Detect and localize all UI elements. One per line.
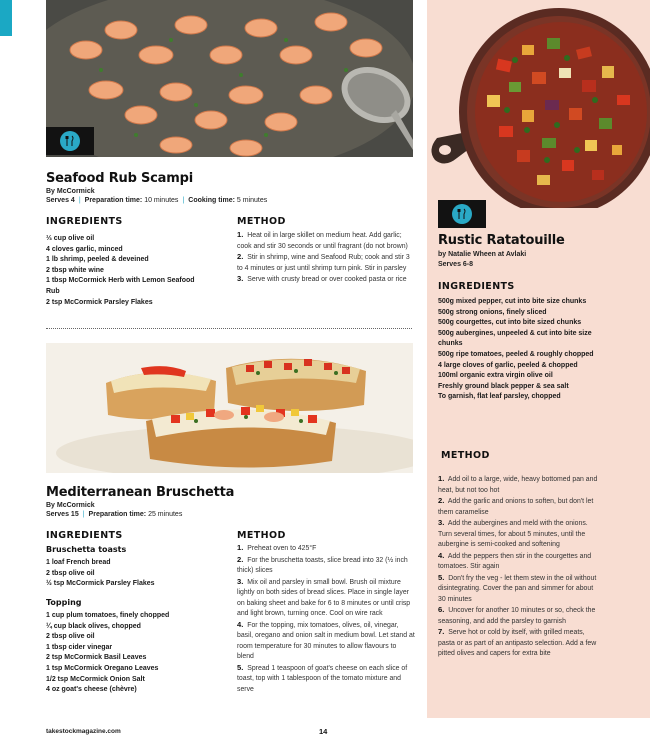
method-step <box>237 555 415 577</box>
step-number: 2. <box>237 252 244 261</box>
ingredient-item: 2 tsp McCormick Basil Leaves <box>46 654 147 662</box>
bruschetta-ingredients-heading: INGREDIENTS <box>46 530 123 541</box>
bruschetta-method-list <box>237 543 415 695</box>
bruschetta-byline: By McCormick <box>46 502 95 509</box>
step-number: 7. <box>438 627 445 636</box>
scampi-method-list <box>237 230 413 286</box>
method-step <box>438 551 602 573</box>
ingredient-item: 100ml organic extra virgin olive oil <box>438 372 553 380</box>
ingredient-item: 500g courgettes, cut into bite sized chunks <box>438 319 582 327</box>
ratatouille-byline: by Natalie Wheen at Avlaki <box>438 251 527 258</box>
step-text: Preheat oven to 425°F <box>245 545 317 552</box>
method-step <box>438 605 602 627</box>
step-number: 3. <box>237 274 244 283</box>
scampi-photo <box>46 0 413 157</box>
ratatouille-ingredients-heading: INGREDIENTS <box>438 281 515 292</box>
step-text: For the bruschetta toasts, slice bread into 32 (½ inch thick) slices <box>237 556 408 574</box>
ingredient-item: 1 cup plum tomatoes, finely chopped <box>46 612 170 619</box>
step-number: 2. <box>237 554 244 564</box>
step-text: Add oil to a large, wide, heavy bottomed pan and heat, but not too hot <box>438 476 598 494</box>
step-text: Don't fry the veg - let them stew in the oil without disintegrating. Cover the pan and simmer for about 30 minutes <box>438 574 597 603</box>
step-text: Add the garlic and onions to soften, but don't let them caramelise <box>438 498 594 516</box>
step-number: 1. <box>237 543 244 552</box>
method-step <box>438 474 602 496</box>
step-text: Heat oil in large skillet on medium heat. Add garlic; cook and stir 30 seconds or until fragrant (do not brown) <box>237 232 408 250</box>
ingredient-item: ⅓ cup olive oil <box>46 235 95 242</box>
ratatouille-method-heading: METHOD <box>441 450 490 461</box>
ratatouille-title: Rustic Ratatouille <box>438 233 565 248</box>
ingredient-item: 2 tbsp white wine <box>46 266 104 274</box>
ingredient-item: ½ tsp McCormick Parsley Flakes <box>46 580 155 588</box>
ingredient-item: 500g mixed pepper, cut into bite size chunks <box>438 298 587 305</box>
scampi-method-heading: METHOD <box>237 216 286 227</box>
ingredient-item: 4 cloves garlic, minced <box>46 245 123 253</box>
ingredient-item: 500g ripe tomatoes, peeled & roughly chopped <box>438 350 594 358</box>
method-step <box>438 573 602 606</box>
method-step <box>237 230 413 252</box>
method-step <box>237 252 413 274</box>
toasts-ingredients-list <box>46 558 216 590</box>
toasts-heading: Bruschetta toasts <box>46 545 127 554</box>
method-step <box>237 577 415 620</box>
scampi-ingredients-list <box>46 234 206 308</box>
footer-url[interactable]: takestockmagazine.com <box>46 728 121 735</box>
step-text: Spread 1 teaspoon of goat's cheese on each slice of toast, top with 1 tablespoon of the tomato mixture and serve <box>237 664 408 693</box>
ratatouille-photo <box>427 0 650 208</box>
ingredient-item: 4 large cloves of garlic, peeled & chopped <box>438 361 578 369</box>
ingredient-item: 1 tbsp McCormick Herb with Lemon Seafood Rub <box>46 277 195 295</box>
step-text: Add the peppers then stir in the courgettes and tomatoes. Stir again <box>438 552 592 570</box>
step-number: 1. <box>237 230 244 239</box>
step-number: 2. <box>438 496 445 505</box>
step-number: 5. <box>237 662 244 672</box>
section-divider <box>46 328 412 329</box>
corner-tab <box>0 0 12 36</box>
method-step <box>237 620 415 663</box>
ratatouille-ingredients-list <box>438 297 600 403</box>
step-text: Serve hot or cold by itself, with grilled meats, pasta or as part of an antipasto selection. Add a few pitted olives and capers for extra bite <box>438 629 597 657</box>
method-step <box>438 627 602 660</box>
ingredient-item: 2 tbsp olive oil <box>46 633 95 641</box>
step-text: Serve with crusty bread or over cooked pasta or rice <box>245 276 407 283</box>
step-number: 4. <box>438 550 445 560</box>
scampi-byline: By McCormick <box>46 188 95 195</box>
ingredient-item: 1 loaf French bread <box>46 559 111 566</box>
ingredient-item: 2 tbsp olive oil <box>46 569 95 577</box>
step-number: 3. <box>438 518 445 527</box>
scampi-meta: Serves 4 | Preparation time: 10 minutes | Cooking time: 5 minutes <box>46 197 268 204</box>
step-number: 6. <box>438 605 445 614</box>
fork-knife-icon <box>60 131 80 151</box>
ingredient-item: To garnish, flat leaf parsley, chopped <box>438 393 561 401</box>
topping-ingredients-list <box>46 611 216 696</box>
ingredient-item: 1 tbsp cider vinegar <box>46 643 113 651</box>
step-text: For the topping, mix tomatoes, olives, oil, vinegar, basil, oregano and onion salt in medium bowl. Let stand at room temperature for 30 minutes to allow flavours to blend <box>237 621 415 660</box>
ingredient-item: Freshly ground black pepper & sea salt <box>438 382 569 390</box>
ingredient-item: 1 tsp McCormick Oregano Leaves <box>46 664 159 672</box>
fork-knife-icon <box>452 204 472 224</box>
ingredient-item: 500g aubergines, unpeeled & cut into bite size chunks <box>438 329 592 348</box>
bruschetta-method-heading: METHOD <box>237 530 286 541</box>
ingredient-item: ¼ cup black olives, chopped <box>46 622 141 630</box>
step-number: 3. <box>237 576 244 586</box>
step-number: 4. <box>237 619 244 629</box>
ingredient-item: 4 oz goat's cheese (chèvre) <box>46 686 137 694</box>
step-text: Add the aubergines and meld with the onions. Turn several times, for about 5 minutes, until the aubergine is semi-cooked and softening <box>438 520 588 548</box>
bruschetta-photo <box>46 343 413 473</box>
ingredient-item: 2 tsp McCormick Parsley Flakes <box>46 298 153 306</box>
step-text: Mix oil and parsley in small bowl. Brush oil mixture lightly on both sides of bread slices. Place in single layer on baking sheet and bake for 6 to 8 minutes or until crisp and light brown, turning once. Cool on wire rack <box>237 578 411 617</box>
ratatouille-serves: Serves 6-8 <box>438 261 474 268</box>
step-number: 5. <box>438 572 445 582</box>
step-number: 1. <box>438 474 445 483</box>
ratatouille-badge <box>438 200 486 228</box>
bruschetta-meta: Serves 15 | Preparation time: 25 minutes <box>46 511 183 518</box>
topping-heading: Topping <box>46 598 82 607</box>
method-step <box>438 518 602 551</box>
ingredient-item: 500g strong onions, finely sliced <box>438 308 547 316</box>
page-number: 14 <box>319 727 328 736</box>
method-step <box>237 274 413 286</box>
ingredient-item: 1/2 tsp McCormick Onion Salt <box>46 675 145 683</box>
step-text: Uncover for another 10 minutes or so, check the seasoning, and add the parsley to garnish <box>438 607 596 625</box>
ratatouille-method-list <box>438 474 602 660</box>
step-text: Stir in shrimp, wine and Seafood Rub; cook and stir 3 to 4 minutes or just until shrimp turn pink. Stir in parsley <box>237 254 410 272</box>
method-step <box>237 663 415 696</box>
bruschetta-title: Mediterranean Bruschetta <box>46 485 235 500</box>
method-step <box>438 496 602 518</box>
method-step <box>237 543 415 555</box>
scampi-badge <box>46 127 94 155</box>
ingredient-item: 1 lb shrimp, peeled & deveined <box>46 256 149 264</box>
scampi-title: Seafood Rub Scampi <box>46 171 193 186</box>
scampi-ingredients-heading: INGREDIENTS <box>46 216 123 227</box>
